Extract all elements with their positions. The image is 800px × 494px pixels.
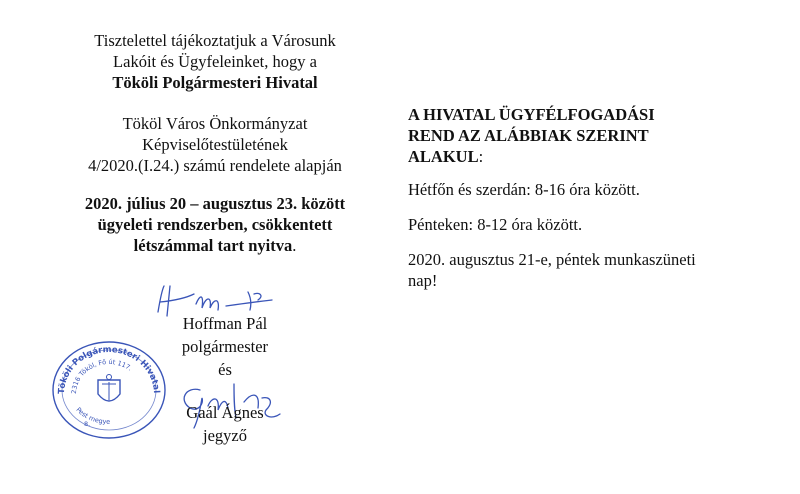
notice-line: ügyeleti rendszerben, csökkentett [97, 215, 333, 234]
schedule-fri: Pénteken: 8-12 óra között. [408, 215, 583, 234]
schedule-mon-wed: Hétfőn és szerdán: 8-16 óra között. [408, 180, 640, 199]
holiday-notice [408, 249, 778, 291]
holiday-line: nap! [408, 271, 438, 290]
mayor-title: polgármester [181, 337, 269, 356]
stamp-county-text: Pest megye [74, 405, 111, 426]
basis-line: Tököl Város Önkormányzat [122, 114, 308, 133]
legal-basis-paragraph [30, 113, 400, 176]
svg-text:Pest megye [74, 406, 110, 426]
stamp-outer-text: Tököli Polgármesteri Hivatal [56, 344, 162, 395]
intro-paragraph [30, 30, 400, 93]
coat-of-arms-icon [98, 375, 120, 402]
office-hours-heading [408, 104, 778, 167]
notice-line: létszámmal tart nyitva [133, 236, 293, 255]
signature-gap [150, 381, 300, 401]
signatories [150, 312, 300, 447]
heading-line: REND AZ ALÁBBIAK SZERINT [408, 126, 649, 145]
holiday-line: 2020. augusztus 21-e, péntek munkaszüneti [408, 250, 696, 269]
stamp-number: 8. [84, 420, 91, 428]
stamp-inner-text: 2316 Tököl, Fő út 117. [69, 357, 134, 395]
notice-line: 2020. július 20 – augusztus 23. között [84, 194, 346, 213]
basis-line: Képviselőtestületének [142, 135, 288, 154]
mayor-name: Hoffman Pál [182, 314, 268, 333]
heading-line: ALAKUL [408, 147, 479, 166]
office-name: Tököli Polgármesteri Hivatal [112, 73, 318, 92]
office-hours-panel [408, 104, 778, 305]
announcement-left [30, 30, 400, 256]
notary-title: jegyző [203, 426, 247, 445]
intro-line: Tisztelettel tájékoztatjuk a Városunk [94, 31, 336, 50]
notary-name: Gaál Ágnes [186, 403, 264, 422]
conjunction: és [218, 360, 232, 379]
duty-period-notice [30, 193, 400, 256]
heading-colon: : [478, 147, 484, 166]
notice-period: . [292, 236, 297, 255]
basis-line: 4/2020.(I.24.) számú rendelete alapján [88, 156, 342, 175]
intro-line: Lakóit és Ügyfeleinket, hogy a [113, 52, 317, 71]
heading-line: A HIVATAL ÜGYFÉLFOGADÁSI [408, 105, 655, 124]
